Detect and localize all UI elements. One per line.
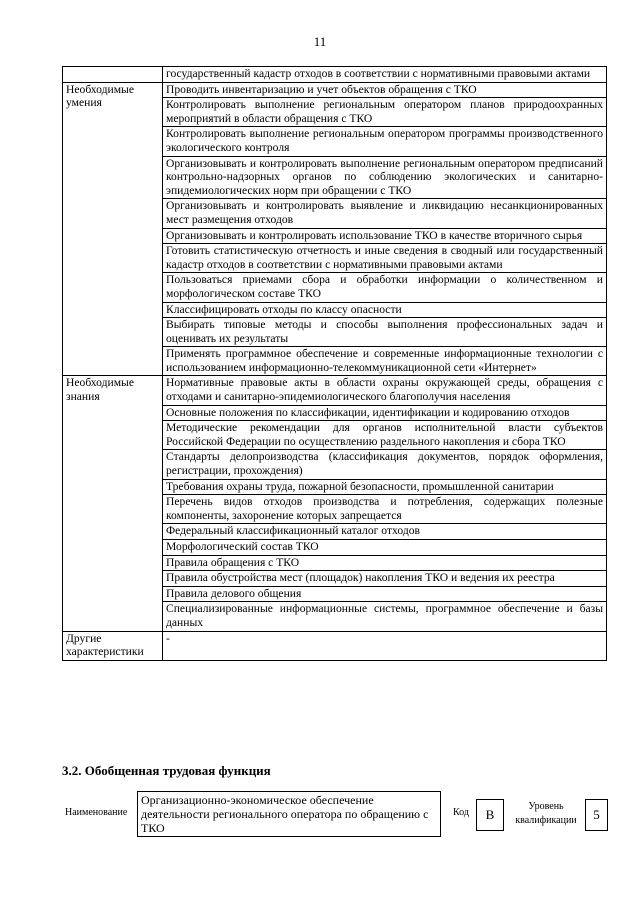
item-cell: Основные положения по классификации, идентификации и кодированию отходов: [163, 405, 607, 421]
table-row: [63, 67, 607, 83]
table-row: [63, 376, 607, 405]
item-cell: Контролировать выполнение региональным оператором планов природоохранных мероприятий в области обращения с ТКО: [163, 98, 607, 127]
table-row: [63, 631, 607, 660]
generalized-function-row: [62, 791, 607, 839]
item-cell: Морфологический состав ТКО: [163, 540, 607, 556]
competency-table: [62, 66, 607, 661]
category-cell: Необходимые знания: [63, 376, 163, 631]
category-cell: Другие характеристики: [63, 631, 163, 660]
item-cell: Требования охраны труда, пожарной безопасности, промышленной санитарии: [163, 479, 607, 495]
section-heading: 3.2. Обобщенная трудовая функция: [62, 763, 271, 778]
item-cell: Организовывать и контролировать выявление и ликвидацию несанкционированных мест размещения отходов: [163, 199, 607, 228]
code-label: Код: [453, 807, 469, 818]
function-name-box: Организационно-экономическое обеспечение деятельности регионального оператора по обращению с ТКО: [137, 791, 441, 837]
page-number: 11: [313, 34, 327, 49]
item-cell: Применять программное обеспечение и современные информационные технологии с использованием информационно-телекоммуникационной сети «Интернет»: [163, 347, 607, 376]
item-cell: Правила обустройства мест (площадок) накопления ТКО и ведения их реестра: [163, 571, 607, 587]
item-cell: Организовывать и контролировать использование ТКО в качестве вторичного сырья: [163, 228, 607, 244]
item-cell: Методические рекомендации для органов исполнительной власти субъектов Российской Федерации по осуществлению раздельного накопления и сбора ТКО: [163, 421, 607, 450]
category-cell: [63, 67, 163, 83]
item-cell: Проводить инвентаризацию и учет объектов обращения с ТКО: [163, 82, 607, 98]
item-cell: Выбирать типовые методы и способы выполнения профессиональных задач и оценивать их результаты: [163, 318, 607, 347]
item-cell: Специализированные информационные системы, программное обеспечение и базы данных: [163, 602, 607, 631]
code-box: В: [476, 799, 504, 831]
item-cell: Правила обращения с ТКО: [163, 555, 607, 571]
item-cell: Перечень видов отходов производства и потребления, содержащих полезные компоненты, захоронение которых запрещается: [163, 495, 607, 524]
item-cell: Классифицировать отходы по классу опасности: [163, 302, 607, 318]
name-label: Наименование: [65, 807, 128, 818]
category-cell: Необходимые умения: [63, 82, 163, 376]
item-cell: Организовывать и контролировать выполнение региональным оператором предписаний контрольно-надзорных органов по соблюдению экологических и санитарно-эпидемиологических норм при обращении с ТКО: [163, 156, 607, 199]
item-cell: -: [163, 631, 607, 660]
item-cell: Готовить статистическую отчетность и иные сведения в сводный или государственный кадастр отходов в соответствии с нормативными правовыми актами: [163, 244, 607, 273]
item-cell: Правила делового общения: [163, 586, 607, 602]
item-cell: Федеральный классификационный каталог отходов: [163, 524, 607, 540]
item-cell: Пользоваться приемами сбора и обработки информации о количественном и морфологическом составе ТКО: [163, 273, 607, 302]
qualification-level-box: 5: [585, 799, 608, 831]
qualification-level-label: Уровень квалификации: [515, 801, 577, 826]
item-cell: Контролировать выполнение региональным оператором программы производственного экологического контроля: [163, 127, 607, 156]
item-cell: Стандарты делопроизводства (классификация документов, порядок оформления, регистрации, прохождения): [163, 450, 607, 479]
table-row: [63, 82, 607, 98]
item-cell: государственный кадастр отходов в соответствии с нормативными правовыми актами: [163, 67, 607, 83]
item-cell: Нормативные правовые акты в области охраны окружающей среды, обращения с отходами и санитарно-эпидемиологического благополучия населения: [163, 376, 607, 405]
